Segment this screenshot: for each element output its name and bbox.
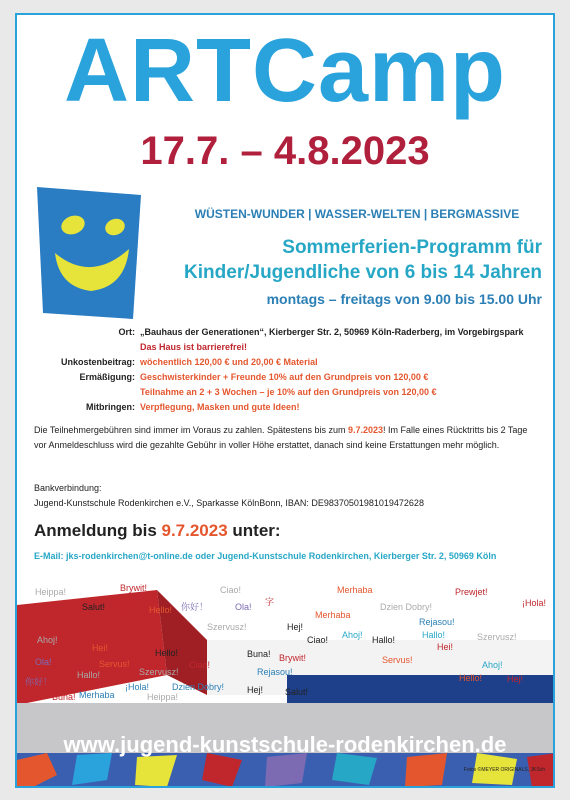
program-line-2: Kinder/Jugendliche von 6 bis 14 Jahren — [184, 262, 542, 283]
page-title: ARTCamp — [63, 21, 506, 121]
barrier-free-note: Das Haus ist barrierefrei! — [140, 342, 248, 352]
discount-value-2: Teilnahme an 2 + 3 Wochen – je 10% auf den Grundpreis von 120,00 € — [140, 387, 437, 397]
greeting-word: Rejasou! — [257, 667, 293, 677]
greeting-word: Szervusz! — [207, 622, 247, 632]
discount-value-1: Geschwisterkinder + Freunde 10% auf den Grundpreis von 120,00 € — [140, 372, 429, 382]
greeting-word: 你好！ — [181, 602, 209, 612]
greeting-word: Hei! — [92, 643, 109, 653]
greeting-word: Hej! — [507, 674, 524, 684]
greeting-word: Hei! — [437, 642, 454, 652]
registration-deadline: 9.7.2023 — [161, 521, 228, 540]
website-url[interactable]: www.jugend-kunstschule-rodenkirchen.de — [63, 732, 507, 757]
greeting-word: Szervusz! — [139, 667, 179, 677]
greeting-word: Hallo! — [77, 670, 101, 680]
cost-label: Unkostenbeitrag: — [60, 357, 135, 367]
bank-text: Jugend-Kunstschule Rodenkirchen e.V., Sparkasse KölnBonn, IBAN: DE98370501981019472628 — [34, 498, 424, 508]
greeting-word: Ahoj! — [37, 635, 58, 645]
ort-label: Ort: — [118, 327, 135, 337]
greeting-word: Dzien Dobry! — [380, 602, 433, 612]
greeting-word: Ola! — [235, 602, 252, 612]
greeting-word: Servus! — [99, 659, 130, 669]
greeting-word: Hej! — [287, 622, 304, 632]
camp-dates: 17.7. – 4.8.2023 — [140, 129, 430, 173]
ort-value: „Bauhaus der Generationen“, Kierberger Str. 2, 50969 Köln-Raderberg, im Vorgebirgspark — [140, 327, 524, 337]
greeting-word: Ahoj! — [482, 660, 503, 670]
greeting-word: ¡Hola! — [522, 598, 547, 608]
greeting-word: Ola! — [35, 657, 52, 667]
greeting-word: Hallo! — [422, 630, 446, 640]
program-times: montags – freitags von 9.00 bis 15.00 Uhr — [266, 291, 542, 307]
greeting-word: 字 — [265, 597, 275, 607]
registration-heading: Anmeldung bis 9.7.2023 unter: — [34, 521, 281, 540]
fees-deadline: 9.7.2023 — [348, 425, 384, 435]
fees-paragraph: Die Teilnehmergebühren sind immer im Voraus zu zahlen. Spätestens bis zum 9.7.2023! Im Falle eines Rücktritts bis 2 Tage vor Anmeldeschluss wird die gezahlte Gebühr in voller Höhe erstattet, danach sind keine Erstattungen mehr möglich. — [34, 425, 528, 450]
greeting-word: Hello! — [155, 648, 179, 658]
photo-credit: Fotos ©MEYER ORIGINALS, JKSch — [463, 767, 545, 773]
greeting-word: Hej! — [247, 685, 264, 695]
greeting-word: Salut! — [285, 687, 309, 697]
greeting-word: Ciao! — [307, 635, 329, 645]
greeting-word: Brywit! — [279, 653, 306, 663]
details-table — [27, 325, 547, 415]
discount-label: Ermäßigung: — [79, 372, 135, 382]
greeting-word: Ahoj! — [342, 630, 363, 640]
bring-value: Verpflegung, Masken und gute Ideen! — [140, 402, 300, 412]
greeting-word: Buna! — [52, 692, 76, 702]
greeting-word: Hallo! — [372, 635, 396, 645]
themes: WÜSTEN-WUNDER | WASSER-WELTEN | BERGMASSIVE — [194, 207, 520, 221]
greeting-word: Salut! — [82, 602, 106, 612]
greeting-word: Heippa! — [35, 587, 67, 597]
greeting-word: Ciao! — [220, 585, 242, 595]
greeting-word: Merhaba — [315, 610, 351, 620]
greeting-word: Rejasou! — [419, 617, 455, 627]
poster — [15, 13, 555, 788]
bank-info — [34, 481, 539, 511]
greeting-word: Szervusz! — [477, 632, 517, 642]
greeting-word: Hello! — [459, 673, 483, 683]
contact-email[interactable]: E-Mail: jks-rodenkirchen@t-online.de oder Jugend-Kunstschule Rodenkirchen, Kierberger Str. 2, 50969 Köln — [34, 551, 497, 561]
cost-value: wöchentlich 120,00 € und 20,00 € Material — [140, 357, 318, 367]
program-title — [162, 235, 542, 285]
greeting-word: Buna! — [247, 649, 271, 659]
greeting-word: Merhaba — [79, 690, 115, 700]
greeting-word: Merhaba — [337, 585, 373, 595]
bring-label: Mitbringen: — [86, 402, 135, 412]
program-line-1: Sommerferien-Programm für — [282, 237, 542, 258]
greeting-word: Prewjet! — [455, 587, 488, 597]
greeting-word: Ciao! — [189, 660, 211, 670]
greeting-word: Hei! — [117, 602, 134, 612]
greeting-word: Servus! — [382, 655, 413, 665]
greeting-word: Dzien Dobry! — [172, 682, 225, 692]
greeting-word: Hello! — [149, 605, 173, 615]
greeting-word: Brywit! — [120, 583, 147, 593]
greeting-word: 你好！ — [25, 677, 53, 687]
smiley-logo — [33, 183, 145, 323]
greeting-word: Heippa! — [147, 692, 179, 702]
greeting-word: ¡Hola! — [125, 682, 150, 692]
bank-label: Bankverbindung: — [34, 483, 102, 493]
